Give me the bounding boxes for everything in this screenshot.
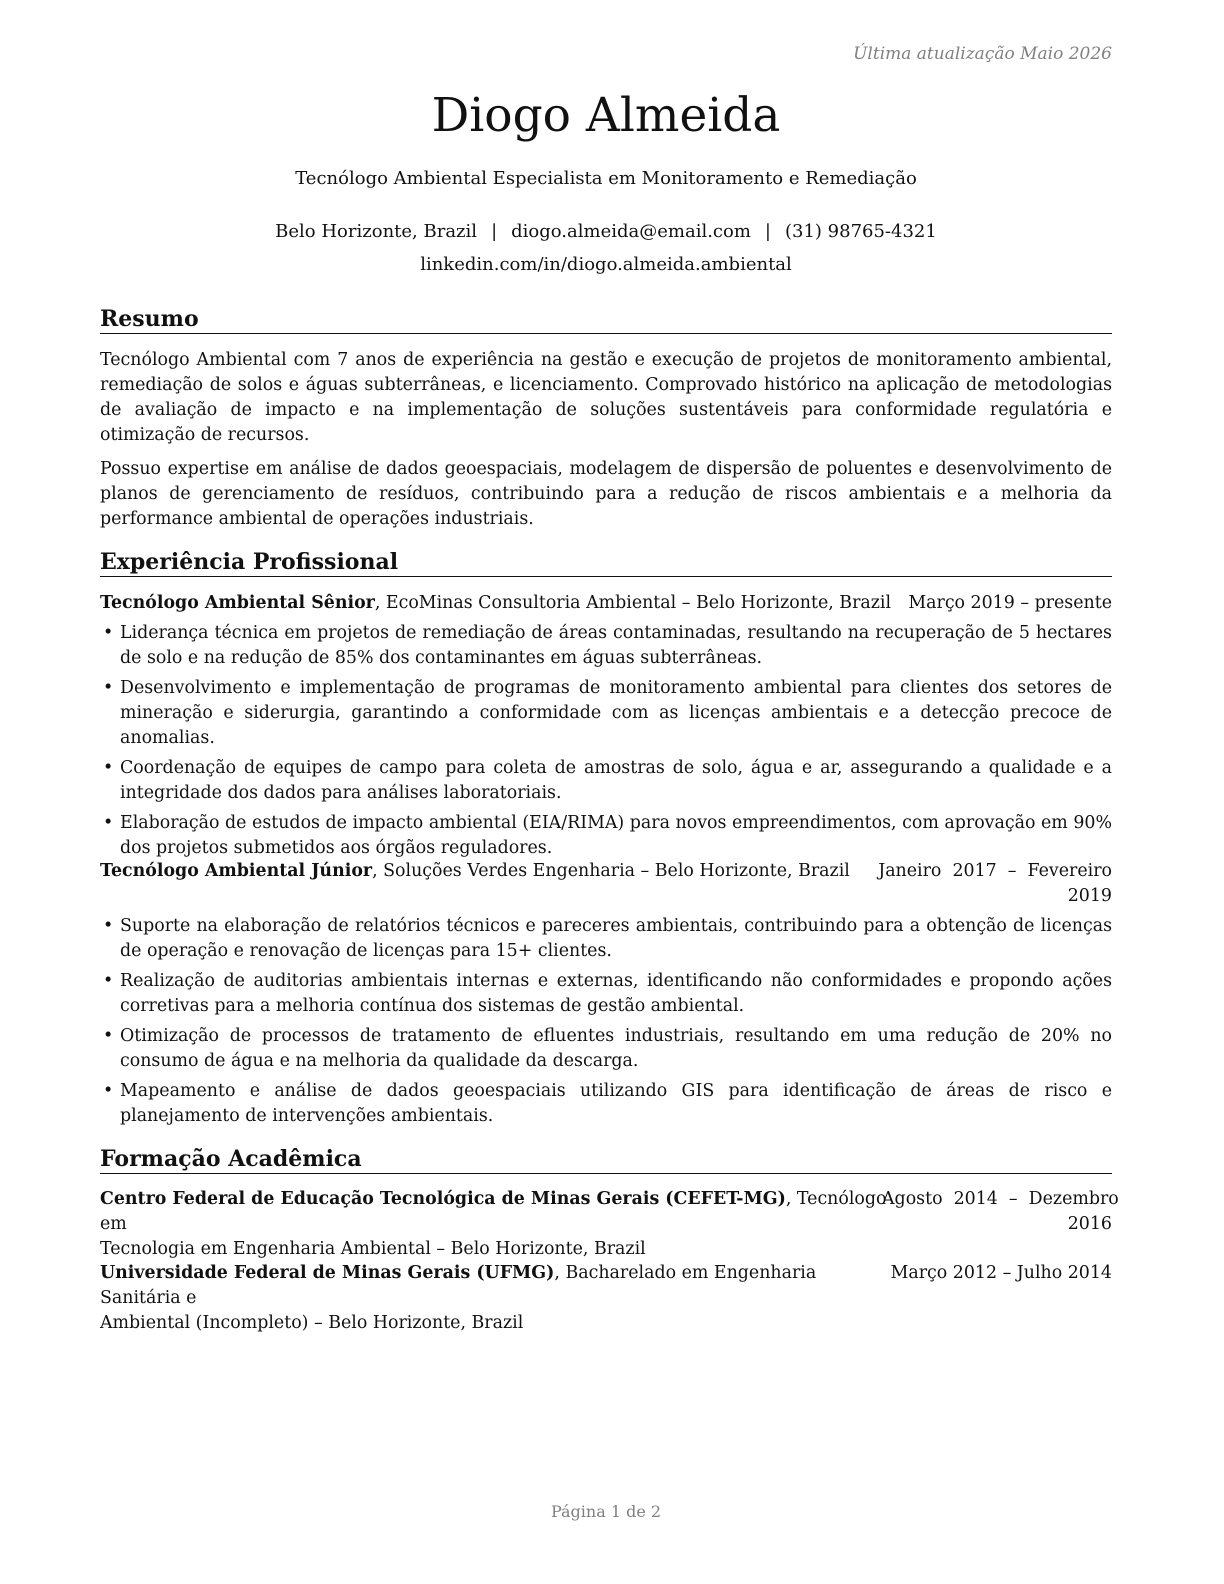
contact-location: Belo Horizonte, Brazil [275, 221, 478, 242]
bullet-icon: • [103, 623, 114, 643]
job-company: , Soluções Verdes Engenharia – Belo Horizonte, Brazil [372, 861, 850, 881]
page-number: Página 1 de 2 [550, 1502, 662, 1521]
education-detail [100, 1187, 890, 1262]
education-dates-line: Agosto 2014 – Dezembro [882, 1189, 1119, 1209]
education-entry [100, 1187, 1119, 1259]
candidate-name: Diogo Almeida [431, 88, 781, 143]
education-dates-line: Março 2012 – Julho 2014 [890, 1263, 1112, 1283]
job-dates [878, 859, 1112, 909]
job-dates-line: Janeiro 2017 – Fevereiro [878, 861, 1112, 881]
job-bullet-list [100, 914, 1112, 1134]
last-updated-note: Última atualização Maio 2026 [853, 44, 1112, 64]
job-title-line [100, 591, 891, 616]
resume-page [100, 0, 1119, 1584]
job-header [100, 859, 1112, 909]
job-dates-line: 2019 [1067, 886, 1112, 906]
bullet-icon: • [103, 1081, 114, 1101]
list-item: • Desenvolvimento e implementação de programas de monitoramento ambiental para clientes dos setores de mineração e siderurgia, garantindo a conformidade com as licenças ambientais e a detecção precoce de anomalias. [103, 678, 1112, 748]
list-item: • Elaboração de estudos de impacto ambiental (EIA/RIMA) para novos empreendimentos, com aprovação em 90% dos projetos submetidos aos órgãos reguladores. [103, 813, 1112, 858]
contact-linkedin[interactable]: linkedin.com/in/diogo.almeida.ambiental [420, 254, 792, 275]
job-bullet-list [100, 621, 1112, 866]
job-title-line [100, 859, 850, 884]
bullet-icon: • [103, 813, 114, 833]
section-heading-summary: Resumo [100, 305, 1112, 334]
bullet-icon: • [103, 758, 114, 778]
education-dates [882, 1261, 1112, 1286]
education-entry [100, 1261, 1112, 1333]
bullet-icon: • [103, 1026, 114, 1046]
bullet-icon: • [103, 916, 114, 936]
candidate-tagline: Tecnólogo Ambiental Especialista em Monitoramento e Remediação [295, 168, 917, 189]
bullet-icon: • [103, 971, 114, 991]
education-degree: , Tecnólogo em [100, 1189, 887, 1234]
education-institution: Universidade Federal de Minas Gerais (UFMG) [100, 1263, 555, 1283]
contact-separator: | [764, 221, 771, 242]
job-dates: Março 2019 – presente [908, 593, 1112, 613]
summary-paragraph: Tecnólogo Ambiental com 7 anos de experiência na gestão e execução de projetos de monitoramento ambiental, remediação de solos e águas subterrâneas, e licenciamento. Comprovado histórico na aplicação de metodologias de avaliação de impacto e na implementação de soluções sustentáveis para conformidade regulatória e otimização de recursos. [100, 350, 1112, 445]
education-degree-cont: Tecnologia em Engenharia Ambiental – Belo Horizonte, Brazil [100, 1239, 646, 1259]
list-item: • Liderança técnica em projetos de remediação de áreas contaminadas, resultando na recuperação de 5 hectares de solo e na redução de 85% dos contaminantes em águas subterrâneas. [103, 623, 1112, 668]
contact-email[interactable]: diogo.almeida@email.com [511, 221, 751, 242]
list-item: • Suporte na elaboração de relatórios técnicos e pareceres ambientais, contribuindo para a obtenção de licenças de operação e renovação de licenças para 15+ clientes. [103, 916, 1112, 961]
education-institution: Centro Federal de Educação Tecnológica de Minas Gerais (CEFET-MG) [100, 1189, 786, 1209]
education-dates-line: 2016 [1067, 1214, 1112, 1234]
contact-separator: | [491, 221, 498, 242]
education-degree-cont: Ambiental (Incompleto) – Belo Horizonte, Brazil [100, 1313, 524, 1333]
section-heading-experience: Experiência Profissional [100, 548, 1112, 577]
list-item: • Realização de auditorias ambientais internas e externas, identificando não conformidades e propondo ações corretivas para a melhoria contínua dos sistemas de gestão ambiental. [103, 971, 1112, 1016]
job-title: Tecnólogo Ambiental Júnior [100, 861, 373, 881]
education-degree: , Bacharelado em Engenharia Sanitária e [100, 1263, 817, 1308]
contact-line [100, 220, 1112, 244]
list-item: • Coordenação de equipes de campo para coleta de amostras de solo, água e ar, assegurando a qualidade e a integridade dos dados para análises laboratoriais. [103, 758, 1112, 803]
bullet-icon: • [103, 678, 114, 698]
education-dates [882, 1187, 1119, 1237]
list-item: • Mapeamento e análise de dados geoespaciais utilizando GIS para identificação de áreas de risco e planejamento de intervenções ambientais. [103, 1081, 1112, 1126]
list-item: • Otimização de processos de tratamento de efluentes industriais, resultando em uma redução de 20% no consumo de água e na melhoria da qualidade da descarga. [103, 1026, 1112, 1071]
job-company: , EcoMinas Consultoria Ambiental – Belo Horizonte, Brazil [374, 593, 892, 613]
summary-paragraph: Possuo expertise em análise de dados geoespaciais, modelagem de dispersão de poluentes e desenvolvimento de planos de gerenciamento de resíduos, contribuindo para a redução de riscos ambientais e a melhoria da performance ambiental de operações industriais. [100, 459, 1112, 529]
section-heading-education: Formação Acadêmica [100, 1145, 1112, 1174]
contact-phone: (31) 98765-4321 [785, 221, 937, 242]
education-detail [100, 1261, 890, 1336]
job-title: Tecnólogo Ambiental Sênior [100, 593, 375, 613]
